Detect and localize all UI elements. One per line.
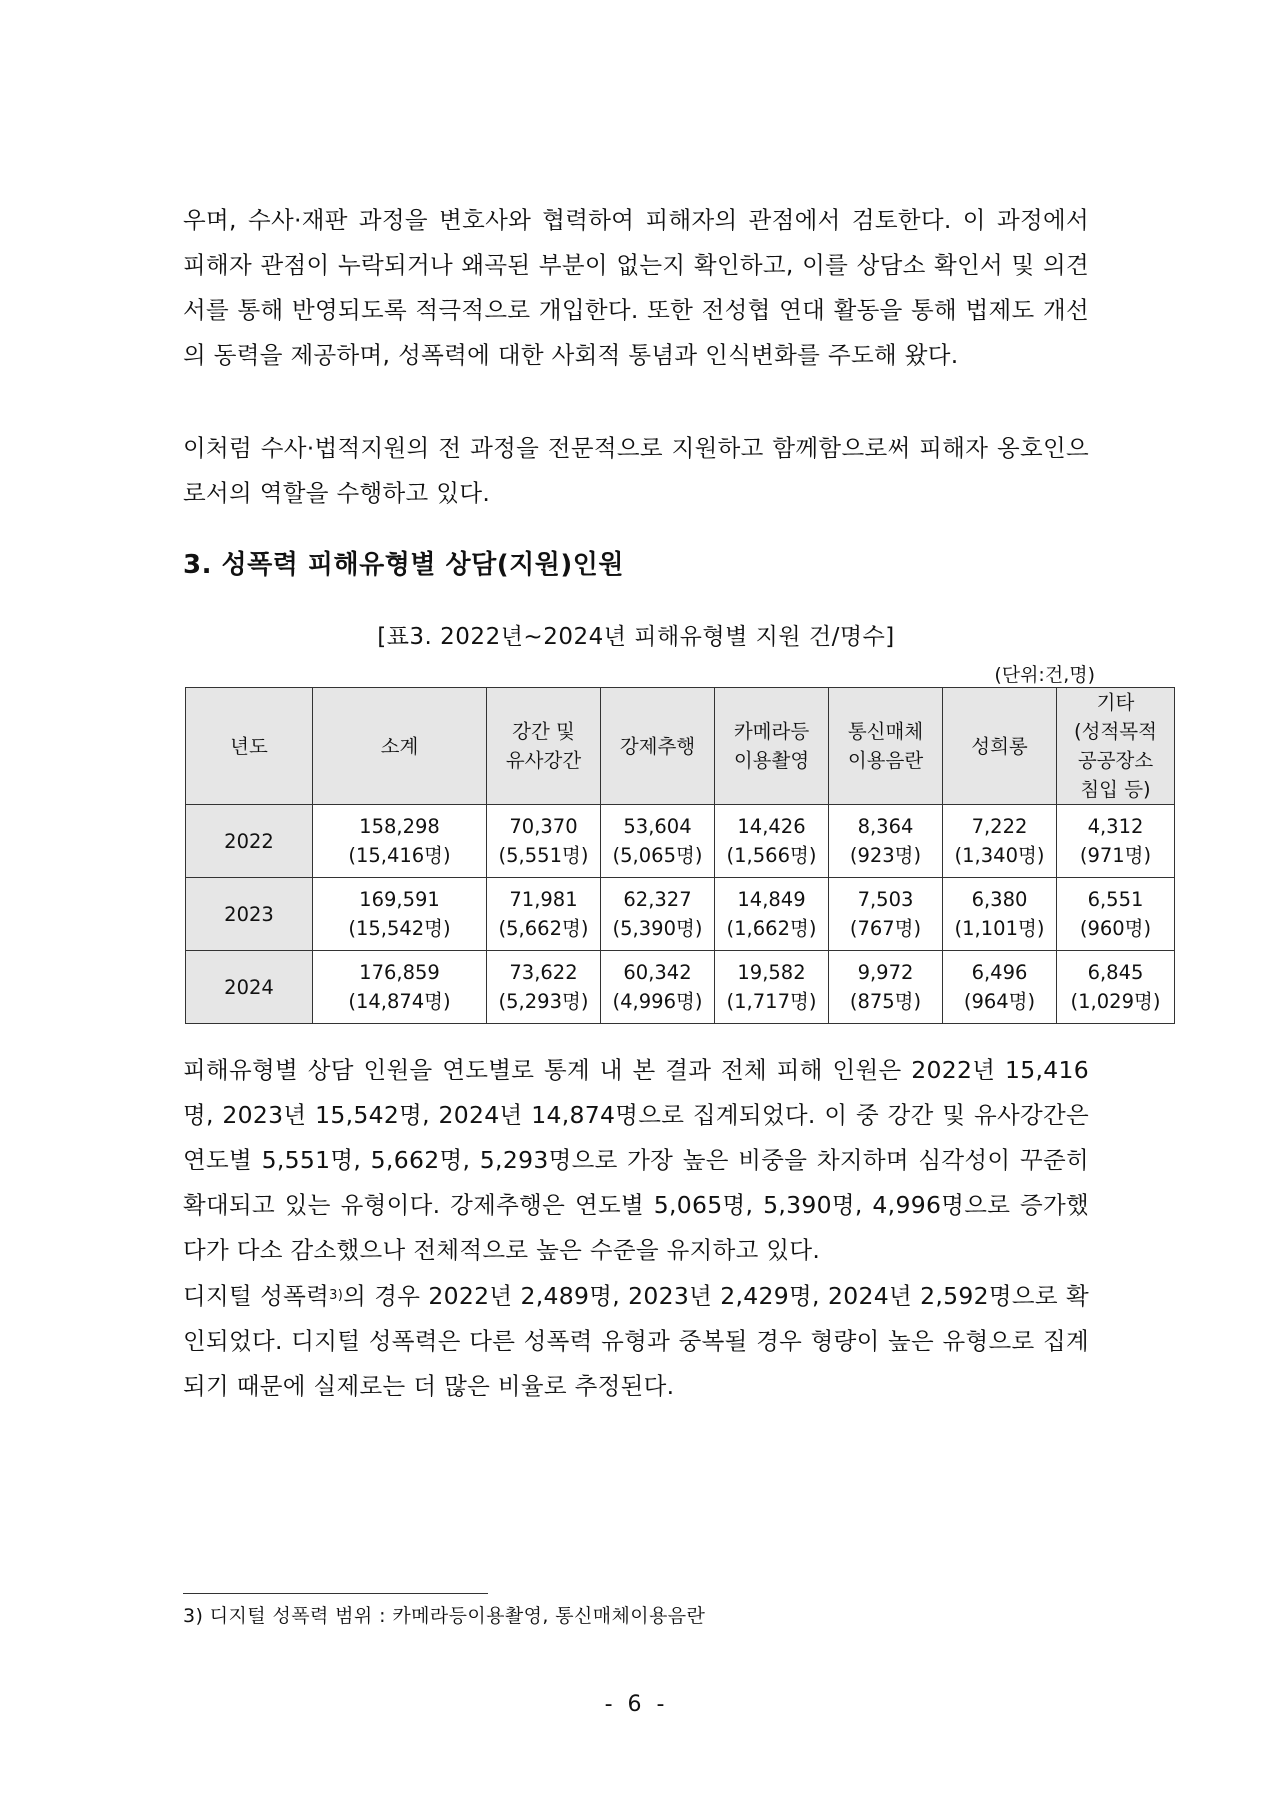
table-cell (487, 951, 601, 1024)
people-value: (15,542명) (348, 917, 451, 940)
count-value: 70,370 (509, 815, 578, 838)
table-cell (829, 951, 943, 1024)
header-telecom-obscenity: 통신매체 이용음란 (829, 688, 943, 805)
table-cell (715, 805, 829, 878)
count-value: 71,981 (509, 888, 578, 911)
count-value: 6,496 (971, 961, 1028, 984)
people-value: (1,340명) (954, 844, 1045, 867)
people-value: (960명) (1079, 917, 1152, 940)
table-cell (1057, 878, 1175, 951)
body-paragraph-3 (183, 1048, 1089, 1409)
table-caption: [표3. 2022년~2024년 피해유형별 지원 건/명수] (377, 624, 895, 650)
people-value: (4,996명) (612, 990, 703, 1013)
digital-text-start: 디지털 성폭력 (183, 1282, 330, 1310)
count-value: 6,845 (1087, 961, 1144, 984)
count-value: 6,551 (1087, 888, 1144, 911)
section-heading: 3. 성폭력 피해유형별 상담(지원)인원 (183, 550, 625, 580)
table-row (186, 951, 1175, 1024)
table-cell (487, 805, 601, 878)
count-value: 158,298 (359, 815, 440, 838)
people-value: (15,416명) (348, 844, 451, 867)
table-cell (943, 878, 1057, 951)
header-camera-filming: 카메라등 이용촬영 (715, 688, 829, 805)
analysis-text: 피해유형별 상담 인원을 연도별로 통계 내 본 결과 전체 피해 인원은 2022년 15,416명, 2023년 15,542명, 2024년 14,874명으로 집계되었다. 이 중 강간 및 유사강간은 연도별 5,551명, 5,662명, 5,293명으로 가장 높은 비중을 차지하며 심각성이 꾸준히 확대되고 있는 유형이다. 강제추행은 연도별 5,065명, 5,390명, 4,996명으로 증가했다가 다소 감소했으나 전체적으로 높은 수준을 유지하고 있다. (183, 1056, 1089, 1264)
year-cell: 2023 (186, 878, 313, 951)
people-value: (1,662명) (726, 917, 817, 940)
table-cell (1057, 805, 1175, 878)
people-value: (875명) (849, 990, 922, 1013)
table-cell (943, 805, 1057, 878)
year-cell: 2024 (186, 951, 313, 1024)
count-value: 6,380 (971, 888, 1028, 911)
table-row (186, 805, 1175, 878)
footnote-reference[interactable]: 3) (329, 1288, 344, 1303)
people-value: (5,551명) (498, 844, 589, 867)
people-value: (5,293명) (498, 990, 589, 1013)
people-value: (5,662명) (498, 917, 589, 940)
count-value: 60,342 (623, 961, 692, 984)
year-cell: 2022 (186, 805, 313, 878)
count-value: 169,591 (359, 888, 440, 911)
count-value: 7,222 (971, 815, 1028, 838)
header-sexual-harassment: 성희롱 (943, 688, 1057, 805)
people-value: (5,065명) (612, 844, 703, 867)
people-value: (1,566명) (726, 844, 817, 867)
table-cell (601, 878, 715, 951)
table-cell (601, 951, 715, 1024)
people-value: (971명) (1079, 844, 1152, 867)
people-value: (1,029명) (1070, 990, 1161, 1013)
header-indecent-assault: 강제추행 (601, 688, 715, 805)
count-value: 4,312 (1087, 815, 1144, 838)
table-cell (487, 878, 601, 951)
table-row (186, 878, 1175, 951)
people-value: (964명) (963, 990, 1036, 1013)
count-value: 176,859 (359, 961, 440, 984)
table-header-row (186, 688, 1175, 805)
people-value: (14,874명) (348, 990, 451, 1013)
table-cell (313, 805, 487, 878)
table-cell (715, 951, 829, 1024)
header-subtotal: 소계 (313, 688, 487, 805)
count-value: 53,604 (623, 815, 692, 838)
footnote: 3) 디지털 성폭력 범위 : 카메라등이용촬영, 통신매체이용음란 (183, 1605, 706, 1627)
body-paragraph-2: 이처럼 수사·법적지원의 전 과정을 전문적으로 지원하고 함께함으로써 피해자 옹호인으로서의 역할을 수행하고 있다. (183, 434, 1089, 507)
damage-type-table (185, 687, 1175, 1024)
count-value: 9,972 (857, 961, 914, 984)
table-cell (601, 805, 715, 878)
table-cell (715, 878, 829, 951)
table-cell (313, 951, 487, 1024)
digital-text-rest: 의 경우 2022년 2,489명, 2023년 2,429명, 2024년 2,592명으로 확인되었다. 디지털 성폭력은 다른 성폭력 유형과 중복될 경우 형량이 높은 유형으로 집계되기 때문에 실제로는 더 많은 비율로 추정된다. (183, 1282, 1089, 1400)
table-unit-label: (단위:건,명) (994, 664, 1095, 686)
count-value: 7,503 (857, 888, 914, 911)
people-value: (1,717명) (726, 990, 817, 1013)
footnote-divider (183, 1593, 488, 1594)
header-rape: 강간 및 유사강간 (487, 688, 601, 805)
people-value: (1,101명) (954, 917, 1045, 940)
table-cell (943, 951, 1057, 1024)
people-value: (767명) (849, 917, 922, 940)
page-number: - 6 - (604, 1692, 669, 1717)
people-value: (5,390명) (612, 917, 703, 940)
count-value: 19,582 (737, 961, 806, 984)
table-cell (313, 878, 487, 951)
table-cell (1057, 951, 1175, 1024)
count-value: 8,364 (857, 815, 914, 838)
table-cell (829, 805, 943, 878)
count-value: 14,849 (737, 888, 806, 911)
count-value: 62,327 (623, 888, 692, 911)
body-paragraph-1: 우며, 수사·재판 과정을 변호사와 협력하여 피해자의 관점에서 검토한다. 이 과정에서 피해자 관점이 누락되거나 왜곡된 부분이 없는지 확인하고, 이를 상담소 확인서 및 의견서를 통해 반영되도록 적극적으로 개입한다. 또한 전성협 연대 활동을 통해 법제도 개선의 동력을 제공하며, 성폭력에 대한 사회적 통념과 인식변화를 주도해 왔다. (183, 206, 1089, 369)
count-value: 73,622 (509, 961, 578, 984)
header-other: 기타 (성적목적 공공장소 침입 등) (1057, 688, 1175, 805)
count-value: 14,426 (737, 815, 806, 838)
people-value: (923명) (849, 844, 922, 867)
header-year: 년도 (186, 688, 313, 805)
table-cell (829, 878, 943, 951)
